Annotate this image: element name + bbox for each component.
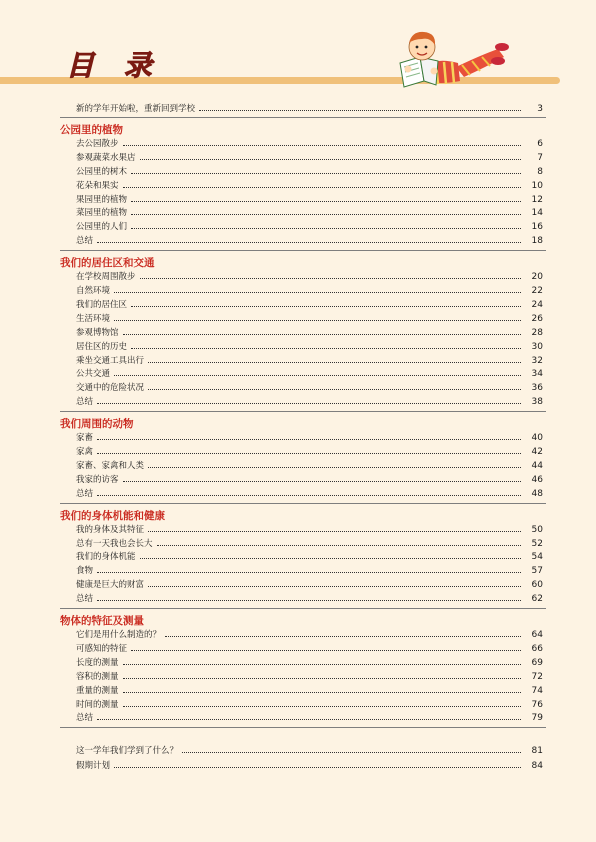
dot-leader — [182, 752, 521, 753]
toc-entry-label: 菜园里的植物 — [76, 208, 128, 219]
toc-entry-label: 自然环境 — [76, 286, 111, 296]
dot-leader — [148, 467, 521, 468]
toc-entry[interactable] — [76, 535, 543, 549]
toc-entry[interactable] — [76, 393, 543, 407]
dot-leader — [148, 531, 521, 532]
section-heading[interactable]: 公园里的植物 — [60, 123, 123, 136]
dot-leader — [131, 228, 521, 229]
dot-leader — [97, 439, 521, 440]
toc-entry[interactable] — [76, 457, 543, 471]
toc-page-number: 42 — [531, 447, 543, 457]
toc-entry[interactable] — [76, 682, 543, 696]
toc-entry[interactable] — [76, 742, 543, 756]
toc-entry-label: 健康是巨大的财富 — [76, 580, 145, 591]
toc-entry[interactable] — [76, 443, 543, 457]
dot-leader — [123, 481, 521, 482]
toc-page-number: 30 — [531, 341, 543, 352]
toc-page-number: 10 — [531, 180, 543, 191]
toc-page-number: 52 — [531, 538, 543, 549]
toc-entry-label: 我们的身体机能 — [76, 552, 136, 563]
toc-entry-label: 乘坐交通工具出行 — [76, 355, 145, 366]
toc-entry-label: 我们的居住区 — [76, 299, 128, 310]
toc-page-number: 81 — [531, 746, 543, 757]
page-title: 目 录 — [66, 49, 162, 82]
section-heading[interactable]: 我们周围的动物 — [60, 418, 134, 431]
toc-entry[interactable] — [76, 626, 543, 640]
dot-leader — [140, 278, 521, 279]
dot-leader — [114, 767, 521, 768]
dot-leader — [157, 545, 521, 546]
dot-leader — [131, 214, 521, 215]
toc-entry[interactable] — [76, 149, 543, 163]
toc-page-number: 46 — [531, 474, 543, 485]
toc-page-number: 44 — [531, 460, 543, 471]
toc-entry[interactable] — [76, 548, 543, 562]
section-divider — [60, 608, 546, 609]
dot-leader — [123, 678, 521, 679]
toc-entry-label: 家禽 — [76, 447, 94, 457]
toc-page-number: 16 — [531, 222, 543, 233]
dot-leader — [131, 201, 521, 202]
toc-entry-label: 总结 — [76, 488, 94, 499]
toc-entry-label: 总结 — [76, 397, 94, 408]
dot-leader — [97, 572, 521, 573]
toc-entry-label: 参观蔬菜水果店 — [76, 152, 136, 163]
toc-page-number: 32 — [531, 355, 543, 366]
dot-leader — [97, 600, 521, 601]
toc-entry[interactable] — [76, 100, 543, 114]
toc-entry-label: 生活环境 — [76, 313, 111, 324]
toc-page-number: 26 — [531, 313, 543, 324]
toc-entry-label: 去公园散步 — [76, 138, 119, 149]
toc-entry[interactable] — [76, 640, 543, 654]
dot-leader — [140, 159, 521, 160]
section-divider — [60, 411, 546, 412]
toc-entry-label: 时间的测量 — [76, 699, 119, 710]
toc-entry[interactable] — [76, 324, 543, 338]
toc-entry-label: 家畜 — [76, 433, 94, 444]
toc-entry[interactable] — [76, 282, 543, 296]
toc-entry-label: 交通中的危险状况 — [76, 383, 145, 394]
toc-entry-label: 公园里的人们 — [76, 222, 128, 233]
section-divider — [60, 117, 546, 118]
toc-page-number: 38 — [531, 397, 543, 408]
toc-entry-label: 公共交通 — [76, 369, 111, 380]
toc-page-number: 48 — [531, 488, 543, 499]
dot-leader — [123, 187, 521, 188]
toc-entry[interactable] — [76, 576, 543, 590]
dot-leader — [114, 320, 521, 321]
section-divider — [60, 503, 546, 504]
section-divider — [60, 250, 546, 251]
toc-entry-label: 重量的测量 — [76, 685, 119, 696]
boy-reading-book-icon — [386, 27, 510, 89]
toc-entry[interactable] — [76, 709, 543, 723]
toc-entry-label: 总结 — [76, 236, 94, 247]
toc-entry-label: 在学校周围散步 — [76, 272, 136, 283]
toc-entry-label: 居住区的历史 — [76, 341, 128, 352]
toc-entry[interactable] — [76, 310, 543, 324]
toc-entry-label: 参观博物馆 — [76, 327, 119, 338]
dot-leader — [123, 664, 521, 665]
toc-page-number: 74 — [531, 685, 543, 696]
toc-entry-label: 可感知的特征 — [76, 643, 128, 654]
toc-entry[interactable] — [76, 379, 543, 393]
toc-page-number: 62 — [531, 594, 543, 605]
dot-leader — [140, 558, 521, 559]
toc-page-number: 22 — [531, 286, 543, 296]
toc-entry[interactable] — [76, 232, 543, 246]
toc-entry-label: 果园里的植物 — [76, 194, 128, 205]
toc-entry[interactable] — [76, 352, 543, 366]
toc-entry[interactable] — [76, 191, 543, 205]
toc-entry[interactable] — [76, 177, 543, 191]
toc-page-number: 60 — [531, 580, 543, 591]
toc-page-number: 7 — [537, 152, 543, 163]
toc-entry[interactable] — [76, 590, 543, 604]
toc-page-number: 24 — [531, 299, 543, 310]
toc-page-number: 76 — [531, 699, 543, 710]
dot-leader — [114, 375, 521, 376]
toc-entry[interactable] — [76, 163, 543, 177]
dot-leader — [97, 495, 521, 496]
toc-page-number: 28 — [531, 327, 543, 338]
toc-page-number: 57 — [531, 566, 543, 577]
dot-leader — [131, 348, 521, 349]
dot-leader — [97, 403, 521, 404]
toc-entry[interactable] — [76, 338, 543, 352]
dot-leader — [97, 719, 521, 720]
toc-entry[interactable] — [76, 668, 543, 682]
toc-page-number: 40 — [531, 433, 543, 444]
toc-entry-label: 假期计划 — [76, 761, 111, 772]
toc-entry-label: 总有一天我也会长大 — [76, 538, 153, 549]
toc-entry-label: 长度的测量 — [76, 657, 119, 668]
toc-entry-label: 花朵和果实 — [76, 180, 119, 191]
dot-leader — [148, 586, 521, 587]
toc-page-number: 64 — [531, 630, 543, 640]
toc-entry[interactable] — [76, 204, 543, 218]
toc-entry-label: 家畜、家禽和人类 — [76, 460, 145, 471]
dot-leader — [199, 110, 521, 111]
dot-leader — [123, 334, 521, 335]
toc-entry[interactable] — [76, 757, 543, 771]
toc-page-number: 12 — [531, 194, 543, 205]
toc-entry[interactable] — [76, 696, 543, 710]
dot-leader — [165, 636, 521, 637]
toc-entry-label: 食物 — [76, 566, 94, 577]
toc-entry-label: 容积的测量 — [76, 671, 119, 682]
toc-entry[interactable] — [76, 135, 543, 149]
dot-leader — [123, 706, 521, 707]
dot-leader — [131, 306, 521, 307]
toc-page-number: 34 — [531, 369, 543, 380]
dot-leader — [131, 650, 521, 651]
toc-page-number: 6 — [537, 138, 543, 149]
dot-leader — [114, 292, 521, 293]
dot-leader — [97, 242, 521, 243]
toc-entry[interactable] — [76, 429, 543, 443]
toc-page-number: 3 — [537, 104, 543, 114]
toc-entry-label: 公园里的树木 — [76, 166, 128, 177]
toc-page-number: 54 — [531, 552, 543, 563]
section-heading[interactable]: 物体的特征及测量 — [60, 615, 144, 627]
toc-page-number: 79 — [531, 713, 543, 724]
toc-page-number: 84 — [531, 761, 543, 772]
toc-page-number: 50 — [531, 524, 543, 535]
toc-page-number: 36 — [531, 383, 543, 394]
toc-page-number: 66 — [531, 643, 543, 654]
toc-entry[interactable] — [76, 485, 543, 499]
dot-leader — [123, 692, 521, 693]
toc-page-number: 20 — [531, 272, 543, 283]
section-divider — [60, 727, 546, 728]
toc-entry-label: 这一学年我们学到了什么？ — [76, 746, 179, 757]
toc-entry-label: 我的身体及其特征 — [76, 524, 145, 535]
section-heading[interactable]: 我们的居住区和交通 — [60, 257, 155, 270]
toc-page-number: 8 — [537, 166, 543, 177]
toc-entry-label: 新的学年开始啦，重新回到学校 — [76, 104, 196, 114]
toc-page-number: 69 — [531, 657, 543, 668]
toc-page-number: 14 — [531, 208, 543, 219]
dot-leader — [123, 145, 521, 146]
toc-entry[interactable] — [76, 562, 543, 576]
toc-entry[interactable] — [76, 654, 543, 668]
toc-entry-label: 总结 — [76, 713, 94, 724]
toc-page-number: 72 — [531, 671, 543, 682]
dot-leader — [148, 362, 521, 363]
toc-entry[interactable] — [76, 365, 543, 379]
dot-leader — [97, 453, 521, 454]
toc-entry-label: 它们是用什么制造的？ — [76, 630, 162, 640]
toc-entry-label: 总结 — [76, 594, 94, 605]
toc-page-number: 18 — [531, 236, 543, 247]
toc-entry[interactable] — [76, 296, 543, 310]
toc-entry[interactable] — [76, 268, 543, 282]
section-heading[interactable]: 我们的身体机能和健康 — [60, 509, 165, 522]
dot-leader — [148, 389, 521, 390]
dot-leader — [131, 173, 521, 174]
toc-entry[interactable] — [76, 471, 543, 485]
toc-entry-label: 我家的访客 — [76, 474, 119, 485]
toc-entry[interactable] — [76, 218, 543, 232]
toc-entry[interactable] — [76, 521, 543, 535]
